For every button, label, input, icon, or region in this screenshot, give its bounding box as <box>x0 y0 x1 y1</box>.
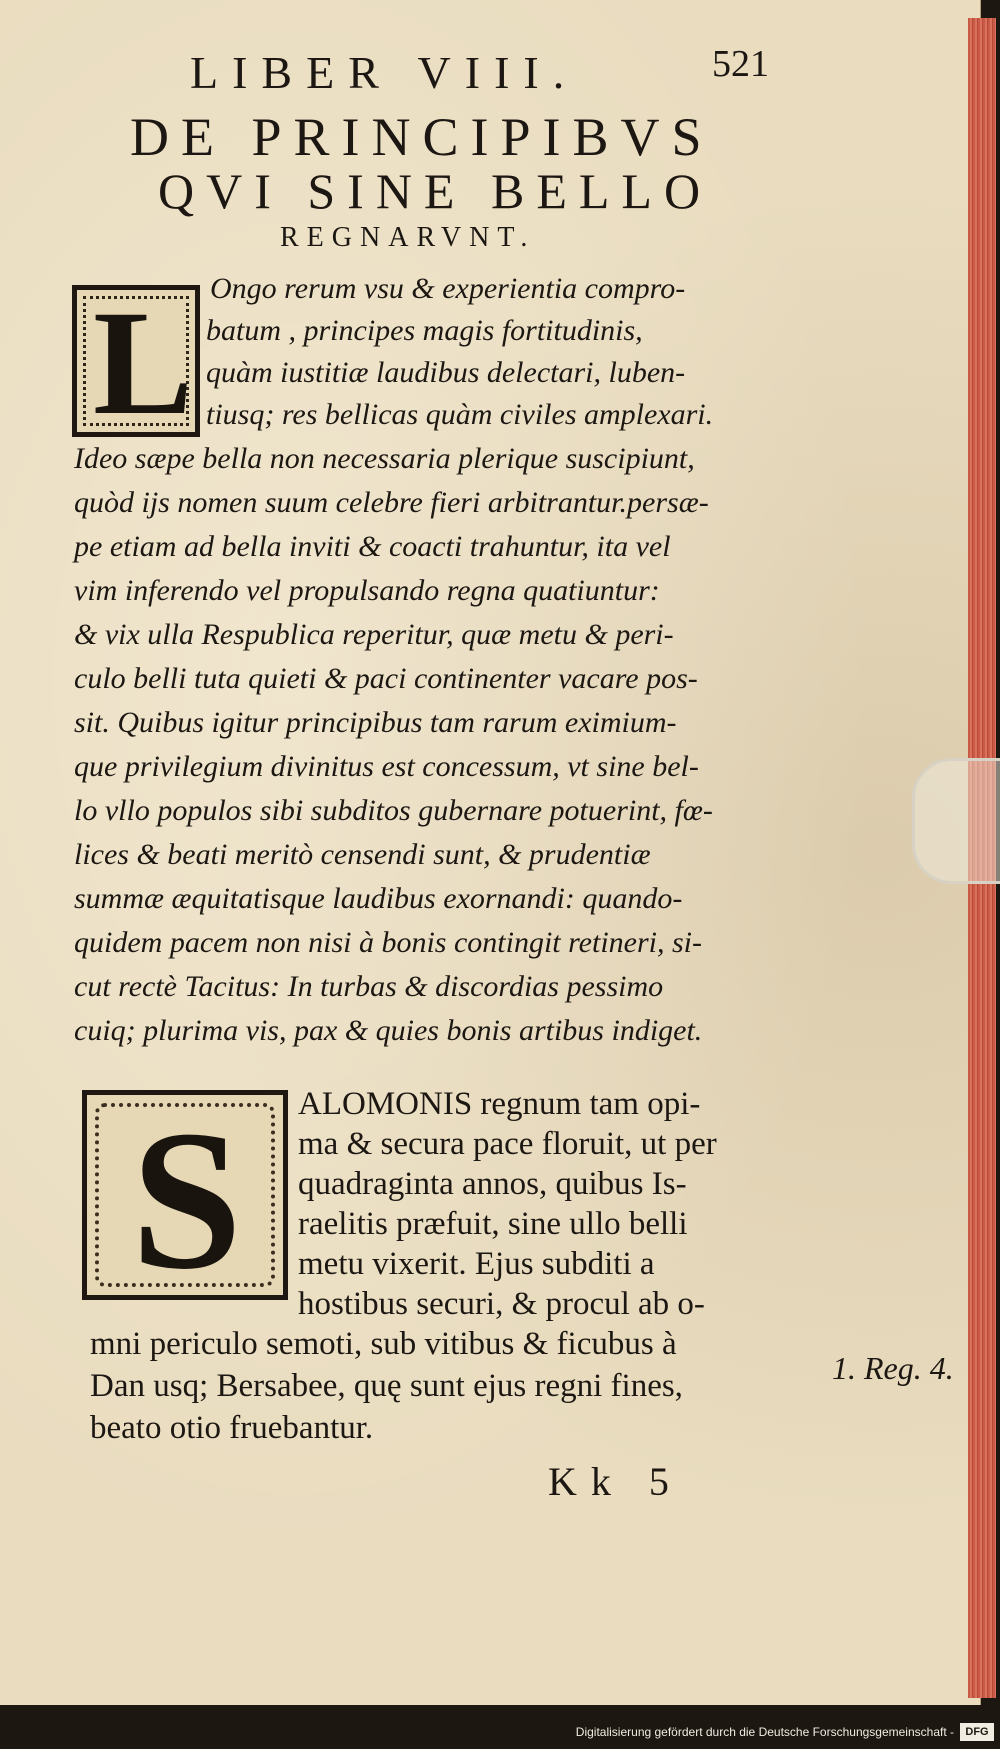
text-line: ma & secura pace floruit, ut per <box>298 1126 717 1162</box>
text-line: mni periculo semoti, sub vitibus & ficubus à <box>90 1326 677 1362</box>
text-line: batum , principes magis fortitudinis, <box>206 314 643 347</box>
digitization-footer <box>0 1716 1000 1749</box>
signature-mark: Kk 5 <box>548 1459 683 1504</box>
ornamental-initial-l <box>72 280 200 446</box>
text-line: quàm iustitiæ laudibus delectari, luben- <box>206 356 686 389</box>
text-line: summæ æquitatisque laudibus exornandi: quando- <box>74 882 683 915</box>
text-line: Ideo sæpe bella non necessaria plerique suscipiunt, <box>74 442 695 475</box>
text-line: lices & beati meritò censendi sunt, & prudentiæ <box>74 838 651 871</box>
text-line: Ongo rerum vsu & experientia compro- <box>210 272 686 305</box>
text-line: vim inferendo vel propulsando regna quatiuntur: <box>74 574 660 607</box>
text-line: metu vixerit. Ejus subditi a <box>298 1246 655 1282</box>
chapter-title-line-2: QVI SINE BELLO <box>158 163 713 219</box>
text-line: pe etiam ad bella inviti & coacti trahuntur, ita vel <box>74 530 671 563</box>
text-line: Dan usq; Bersabee, quę sunt ejus regni fines, <box>90 1368 683 1404</box>
ornamental-initial-s <box>82 1090 288 1311</box>
text-line: hostibus securi, & procul ab o- <box>298 1286 705 1322</box>
text-line: quidem pacem non nisi à bonis contingit retineri, si- <box>74 926 702 959</box>
footer-credit: Digitalisierung gefördert durch die Deutsche Forschungsgemeinschaft - <box>575 1725 954 1739</box>
text-line: beato otio fruebantur. <box>90 1410 374 1446</box>
chapter-title-line-1: DE PRINCIPIBVS <box>130 107 714 167</box>
text-line: culo belli tuta quieti & paci continenter vacare pos- <box>74 662 698 695</box>
dfg-logo: DFG <box>960 1723 994 1741</box>
initial-letter: L <box>93 280 194 446</box>
text-line: ALOMONIS regnum tam opi- <box>298 1086 701 1122</box>
text-line: que privilegium divinitus est concessum, vt sine bel- <box>74 750 699 783</box>
page-number: 521 <box>712 43 769 85</box>
chapter-title-line-3: REGNARVNT. <box>280 222 536 253</box>
text-line: raelitis præfuit, sine ullo belli <box>298 1206 688 1242</box>
text-line: sit. Quibus igitur principibus tam rarum eximium- <box>74 706 677 739</box>
initial-letter: S <box>131 1090 243 1311</box>
text-line: cuiq; plurima vis, pax & quies bonis artibus indiget. <box>74 1014 703 1047</box>
marginal-reference: 1. Reg. 4. <box>832 1350 954 1386</box>
text-line: lo vllo populos sibi subditos gubernare potuerint, fœ- <box>74 794 713 827</box>
text-line: quòd ijs nomen suum celebre fieri arbitrantur.persæ- <box>74 486 709 519</box>
running-head: LIBER VIII. <box>190 47 579 98</box>
text-line: tiusq; res bellicas quàm civiles amplexari. <box>206 398 714 431</box>
text-line: cut rectè Tacitus: In turbas & discordias pessimo <box>74 970 664 1003</box>
page-clip <box>912 758 1000 884</box>
text-line: quadraginta annos, quibus Is- <box>298 1166 687 1202</box>
text-line: & vix ulla Respublica reperitur, quæ metu & peri- <box>74 618 674 651</box>
